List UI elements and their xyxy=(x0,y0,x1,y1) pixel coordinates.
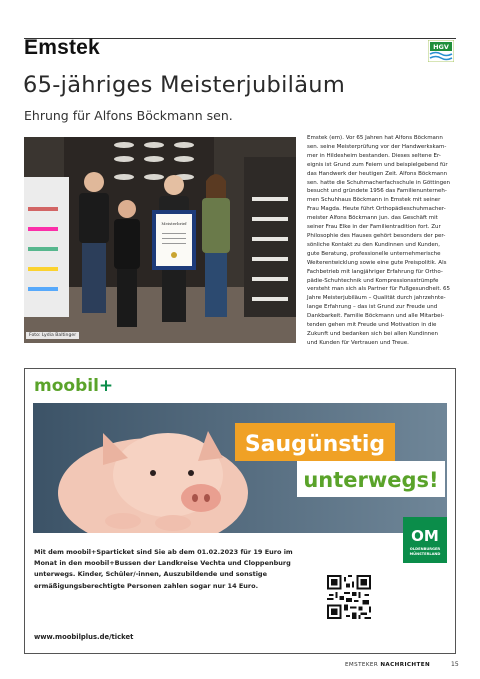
article-line: und Kunden für Vertrauen und Treue. xyxy=(307,339,409,346)
article-line: lange Erfahrung – das ist Grund zur Freude und xyxy=(307,304,438,311)
publication-footer xyxy=(345,662,430,668)
logo-text: HGV xyxy=(433,43,449,52)
om-line-1: OLDENBURGER xyxy=(409,547,441,551)
shop-photo-illustration xyxy=(24,137,296,343)
moobil-logo-plus: + xyxy=(98,376,114,396)
moobil-logo-text: moobil xyxy=(34,376,99,396)
ad-url-link[interactable]: www.moobilplus.de/ticket xyxy=(34,633,134,641)
qr-code-icon[interactable] xyxy=(327,575,371,619)
certificate-label: Meisterbrief xyxy=(161,221,187,226)
article-line: tenden gehen mit Freude und Motivation in die xyxy=(307,322,437,329)
article-line: Jahre Meisterjubiläum – Qualität durch jahrzehnte- xyxy=(307,295,446,302)
article-subheadline: Ehrung für Alfons Böckmann sen. xyxy=(24,108,233,123)
article-line: mer in Hildesheim bestanden. Dieses seltene Er- xyxy=(307,152,441,159)
page-number: 15 xyxy=(451,661,459,668)
footer-publication-bold: NACHRICHTEN xyxy=(380,662,431,668)
ad-banner-graphic xyxy=(33,403,447,533)
slogan-line-1: Saugünstig xyxy=(244,432,386,457)
article-line: Fachbetrieb mit langjähriger Erfahrung für Ortho- xyxy=(307,268,443,275)
moobil-logo xyxy=(34,376,113,396)
photo-credit: Foto: Lydia Baltinger xyxy=(26,332,79,339)
ad-line: Monat in den moobil+Bussen der Landkreise Vechta und Cloppenburg xyxy=(34,559,291,568)
town-title: Emstek xyxy=(24,36,100,59)
article-line: eignis ist Grund zum Feiern und beispielgebend für xyxy=(307,161,448,168)
article-line: men Schuhhaus Böckmann in Emstek mit seiner xyxy=(307,197,441,204)
ad-body-text xyxy=(34,547,314,592)
article-line: seiner Frau Elke in der Familientradition fort. Zur xyxy=(307,224,441,231)
article-headline: 65-jähriges Meisterjubiläum xyxy=(23,72,346,98)
ad-banner xyxy=(33,403,447,533)
article-line: sen. seine Meisterprüfung vor der Handwerkskam- xyxy=(307,143,447,150)
article-line: Philosophie des Hauses gehört besonders der per- xyxy=(307,232,446,239)
article-line: das Handwerk der heutigen Zeit. Alfons Böckmann xyxy=(307,170,448,177)
article-line: sönliche Kontakt zu den Kundinnen und Kunden, xyxy=(307,241,440,248)
article-line: versteht man sich als Partner für Fußgesundheit. 65 xyxy=(307,286,451,293)
article-line: Emstek (em). Vor 65 Jahren hat Alfons Böckmann xyxy=(307,135,443,141)
footer-publication-light: EMSTEKER xyxy=(345,662,379,668)
ad-line: ermäßigungsberechtigte Personen zahlen sogar nur 14 Euro. xyxy=(34,581,259,590)
hgv-logo xyxy=(428,40,454,62)
article-line: Frau Magda. Heute führt Orthopädieschuhmacher- xyxy=(307,206,446,213)
article-photo xyxy=(24,137,296,343)
article-line: gute Beratung, professionelle unternehmerische xyxy=(307,250,441,257)
om-line-2: MÜNSTERLAND xyxy=(409,552,441,556)
article-line: Zukunft und bedanken sich bei allen Kundinnen xyxy=(307,330,439,337)
ad-line: unterwegs. Kinder, Schüler/-innen, Auszubildende und sonstige xyxy=(34,570,267,579)
article-line: pädie-Schuhtechnik und Kompressionsstrümpfe xyxy=(307,277,439,284)
slogan-line-2: unterwegs! xyxy=(303,468,439,492)
article-body xyxy=(307,134,456,348)
article-line: sen. hatte die Schuhmacherfachschule in Göttingen xyxy=(307,179,450,186)
moobil-advertisement xyxy=(24,368,456,654)
article-line: meister Alfons Böckmann jun. das Geschäft mit xyxy=(307,215,438,222)
om-badge xyxy=(403,517,447,563)
article-line: Weiterentwicklung sowie eine gute Preispolitik. Als xyxy=(307,259,447,266)
om-badge-text: OM xyxy=(411,527,439,545)
article-line: Dankbarkeit. Familie Böckmann und alle Mitarbei- xyxy=(307,313,445,320)
article-line: besucht und gründete 1956 das Familienunterneh- xyxy=(307,188,447,195)
ad-line: Mit dem moobil+Sparticket sind Sie ab dem 01.02.2023 für 19 Euro im xyxy=(34,548,293,556)
